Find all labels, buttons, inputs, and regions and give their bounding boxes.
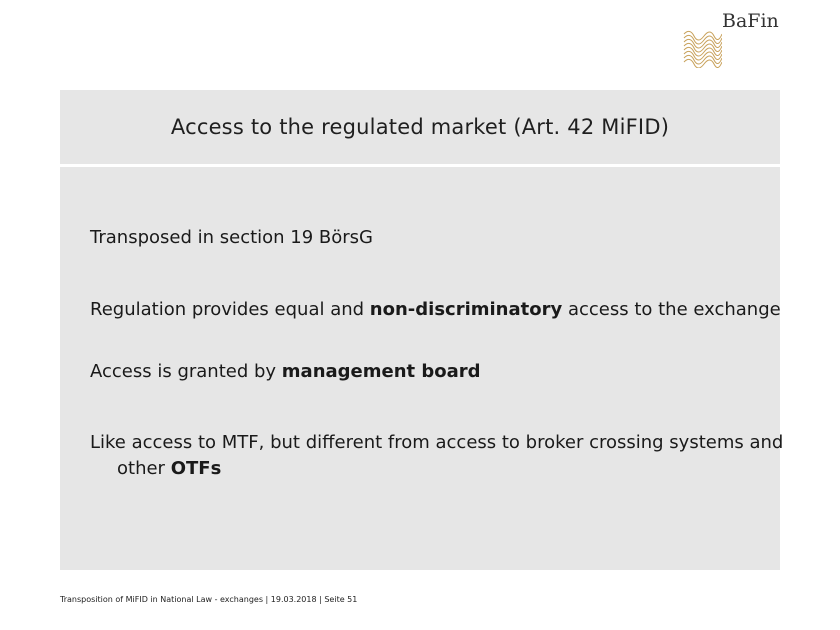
bullet-item — [90, 430, 797, 482]
logo-text: BaFin — [722, 10, 779, 32]
bafin-logo — [682, 10, 792, 70]
bullet-emphasis: non-discriminatory — [369, 299, 563, 320]
bafin-wave-icon — [682, 28, 722, 68]
bullet-text: Like access to MTF, but different from access to broker crossing systems and other — [90, 432, 784, 479]
bullet-text: Access is granted by — [90, 361, 282, 382]
bullet-text: Regulation provides equal and — [90, 299, 370, 320]
bullet-emphasis: management board — [281, 361, 481, 382]
slide-title: Access to the regulated market (Art. 42 MiFID) — [170, 115, 670, 139]
bullet-text: Transposed in section 19 BörsG — [90, 227, 373, 248]
content-panel — [60, 167, 784, 570]
bullet-item — [90, 297, 797, 323]
footer-text: Transposition of MiFID in National Law - exchanges | 19.03.2018 | Seite 51 — [60, 595, 358, 604]
bullet-emphasis: OTFs — [170, 458, 222, 479]
bullet-item — [90, 359, 797, 385]
title-panel — [60, 90, 780, 164]
bullet-item — [90, 225, 797, 251]
bullet-text: access to the exchange — [562, 299, 781, 320]
